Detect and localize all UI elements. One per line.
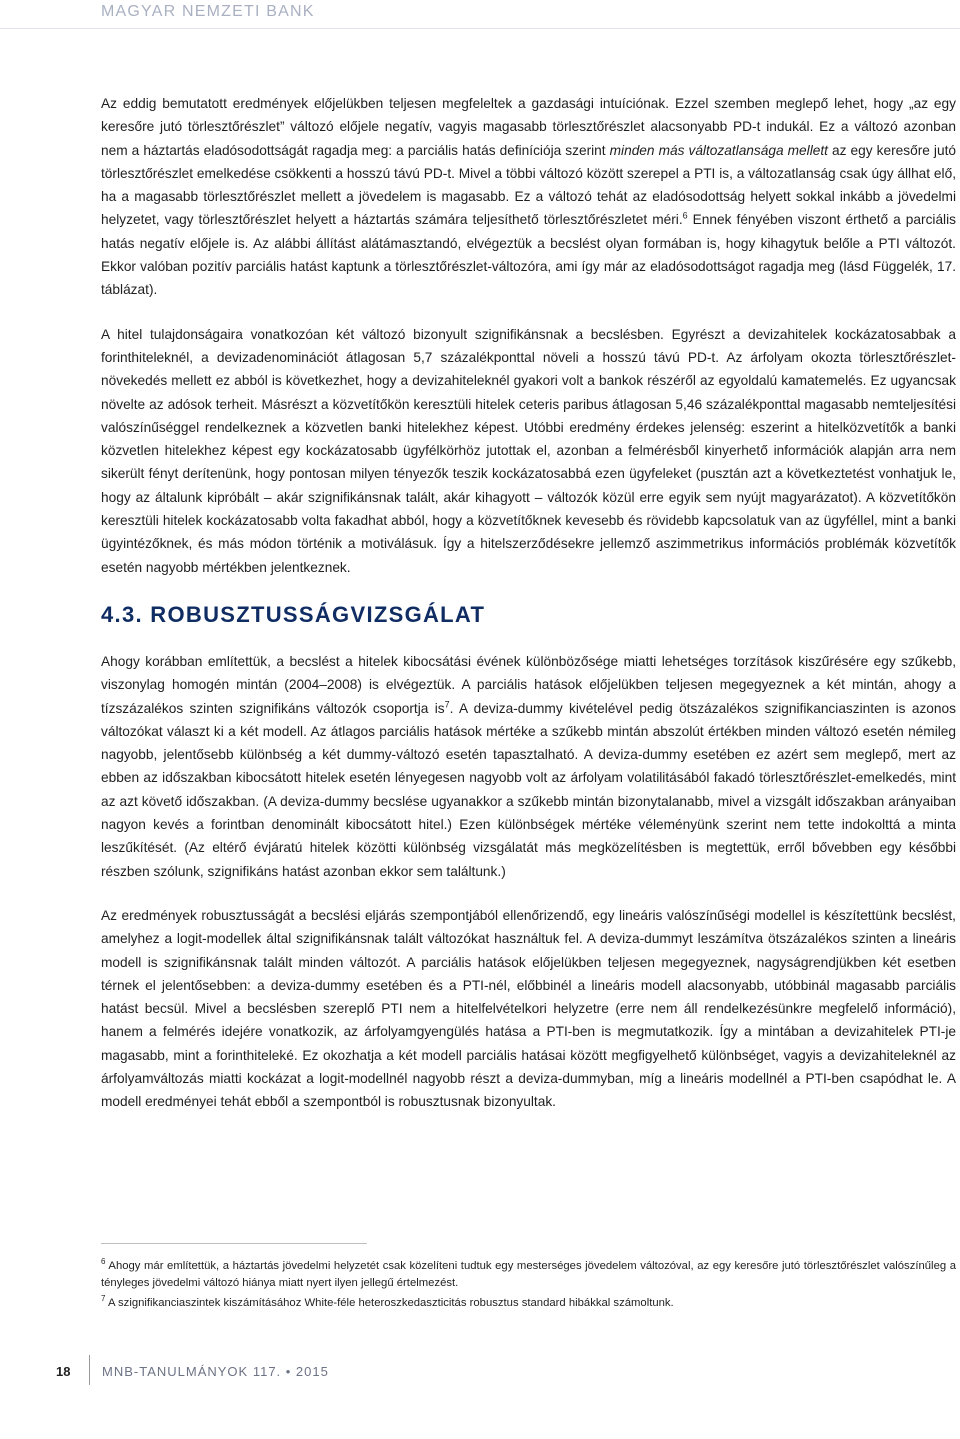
paragraph-3-text-cont: . A deviza-dummy kivételével pedig ötszázalékos szignifikanciaszinten is azonos változókat választ ki a két modell. Az átlagos parciális hatások mértéke a szűkebb mintán abszolút értékben minden változó esetén némileg nagyobb, jelentősebb különbség a két dummy-változó esetén tapasztalható. A deviza-dummy esetében ez azért sem meglepő, mert az ebben az időszakban kibocsátott hitelek esetén lényegesen nagyobb volt az árfolyam volatilitásából fakadó törlesztőrészlet-emelkedés, mint az azt követő időszakban. (A deviza-dummy becslése ugyanakkor a szűkebb mintán bizonytalanabb, mivel a vizsgált időszakban arányaiban nagyon kevés a forintban denominált kibocsátott hitel.) Ezen különbségek mértéke véleményünk szerint nem tette indokolttá a minta leszűkítését. (Az eltérő évjáratú hitelek közötti különbség vizsgálatát más megközelítésben is megtettük, erről bővebben egy későbbi részben szólunk, szignifikáns hatást azonban ekkor sem találtunk.) [101, 700, 956, 879]
paragraph-3 [101, 650, 956, 883]
footnote-ref-6: 6 [682, 210, 688, 221]
paragraph-1-text-cont: az egy keresőre jutó törlesztőrészlet emelkedése csökkenti a hosszú távú PD-t. Mivel a többi változó között szerepel a PTI is, a változatlanság csak úgy állhat elő, ha a magasabb törlesztőrészlet mellett a jövedelem is magasabb. Ez a változó tehát az eladósodottság helyett sokkal inkább a jövedelmi helyzetet, vagy törlesztőrészlet helyett a háztartás számára teljesíthető törlesztőrészletet méri. [101, 142, 956, 228]
footnote-divider [101, 1243, 367, 1244]
footnote-text: A szignifikanciaszintek kiszámításához White-féle heteroszkedaszticitás robusztus standard hibákkal számoltunk. [107, 1297, 674, 1309]
paragraph-2: A hitel tulajdonságaira vonatkozóan két változó bizonyult szignifikánsnak a becslésben. Egyrészt a devizahitelek kockázatosabbak a forinthiteleknél, a devizadenominációt átlagosan 5,7 százalékponttal növeli a hosszú távú PD-t. Az árfolyam okozta törlesztőrészlet-növekedés mellett ez abból is következhet, hogy a devizahiteleknél gyakori volt a bankok részéről az egyoldalú kamatemelés. Ez ugyancsak növelte az adósok terheit. Másrészt a közvetítőkön keresztüli hitelek ceteris paribus átlagosan 5,46 százalékponttal magasabb nemteljesítési valószínűséggel rendelkeznek a közvetlen banki hitelekhez képest. Utóbbi eredmény érdekes jelenség: eszerint a hitelközvetítők a banki közvetlen hitelekhez képest egy kockázatosabb ügyfélkörhöz jutottak el, azonban a felmérésből kinyerhető információk alapján arra nem sikerült fényt derítenünk, hogy pontosan milyen tényezők teszik kockázatosabbá ezen ügyfeleket (pusztán azt a következtetést vonhatjuk le, hogy az általunk kipróbált – akár szignifikánsnak talált, akár kihagyott – változók közül erre egyik sem nyújt magyarázatot). A közvetítőkön keresztüli hitelek kockázatosabb volta fakadhat abból, hogy a közvetítőknek kevesebb és rövidebb kapcsolatuk van az ügyféllel, mint a banki ügyintézőknek, és más módon történik a motiválásuk. Így a hitelszerződésekre jellemző aszimmetrikus információs problémák közvetítők esetén nagyobb mértékben jelentkeznek. [101, 326, 956, 575]
section-heading: 4.3. ROBUSZTUSSÁGVIZSGÁLAT [101, 601, 486, 627]
main-content [101, 92, 956, 1135]
footer-divider [89, 1355, 90, 1385]
footnote-ref-7: 7 [444, 698, 450, 709]
page-header [0, 0, 960, 26]
footnote-text: Ahogy már említettük, a háztartás jövedelmi helyzetét csak közelíteni tudtuk egy mesterséges jövedelem változóval, az egy keresőre jutó törlesztőrészlet valószínűleg a tényleges jövedelmi változó hiánya miatt nyert ilyen jellegű értelmezést. [101, 1260, 956, 1289]
paragraph-1 [101, 92, 956, 302]
header-title: MAGYAR NEMZETI BANK [101, 3, 315, 20]
page-number: 18 [56, 1364, 71, 1379]
paragraph-3-text: Ahogy korábban említettük, a becslést a hitelek kibocsátási évének különbözősége miatti lehetséges torzítások kiszűrésére egy szűkebb, viszonylag homogén mintán (2004–2008) is elvégeztük. A parciális hatások előjelükben teljesen megegyeznek a két mintán, ahogy a tízszázalékos szinten szignifikáns változók csoportja is [101, 653, 956, 716]
paragraph-4: Az eredmények robusztusságát a becslési eljárás szempontjából ellenőrizendő, egy lineáris valószínűségi modellel is készítettünk becslést, amelyhez a logit-modellek által szignifikánsnak talált változókat használtuk fel. A deviza-dummyt leszámítva ötszázalékos szinten a lineáris modell is szignifikánsnak talált minden változót. A parciális hatások előjelükben teljesen megegyeznek, nagyságrendjükben két esetben térnek el jelentősebben: a deviza-dummy esetében és a PTI-nél, előbbinél a lineáris modell alacsonyabb, utóbbinál magasabb parciális hatást becsül. Mivel a becslésben szereplő PTI nem a hitelfelvételkori helyzetre (erre nem áll rendelkezésünkre megfelelő információ), hanem a felmérés idejére vonatkozik, az árfolyamgyengülés hatása a PTI-ben is megmutatkozik. Így a mintában a devizahitelek PTI-je magasabb, mint a forinthiteleké. Ez okozhatja a két modell parciális hatásai között megfigyelhető különbséget, vagyis a devizahiteleknél az árfolyamváltozás miatti kockázat a logit-modellnél nagyobb részt a deviza-dummyban, míg a lineáris modellnél a PTI-ben csapódhat le. A modell eredményei tehát ebből a szempontból is robusztusnak bizonyultak. [101, 907, 956, 1110]
paragraph-1-text: Az eddig bemutatott eredmények előjelükben teljesen megfeleltek a gazdasági intuíciónak. Ezzel szemben meglepő lehet, hogy „az egy keresőre jutó törlesztőrészlet” változó előjele negatív, vagyis magasabb törlesztőrészlet alacsonyabb PD-t indukál. Ez a változó azonban nem a háztartás eladósodottságát ragadja meg: a parciális hatás definíciója szerint [101, 96, 956, 158]
footnotes [101, 1258, 956, 1316]
header-divider [0, 28, 960, 29]
paragraph-1-text-end: Ennek fényében viszont érthető a parciális hatás negatív előjele is. Az alábbi állítást alátámasztandó, elvégeztük a becslést olyan formában is, hogy kihagytuk belőle a PTI változót. Ekkor valóban pozitív parciális hatást kaptunk a törlesztőrészlet-változóra, ami így már az eladósodottságot ragadja meg (lásd Függelék, 17. táblázat). [101, 212, 956, 298]
footnote-7 [101, 1295, 956, 1312]
footnote-6 [101, 1258, 956, 1291]
footnote-number: 7 [101, 1294, 106, 1304]
footnote-number: 6 [101, 1257, 106, 1267]
footer-series: MNB-TANULMÁNYOK 117. • 2015 [102, 1364, 329, 1379]
paragraph-1-italic: minden más változatlansága mellett [609, 142, 828, 158]
